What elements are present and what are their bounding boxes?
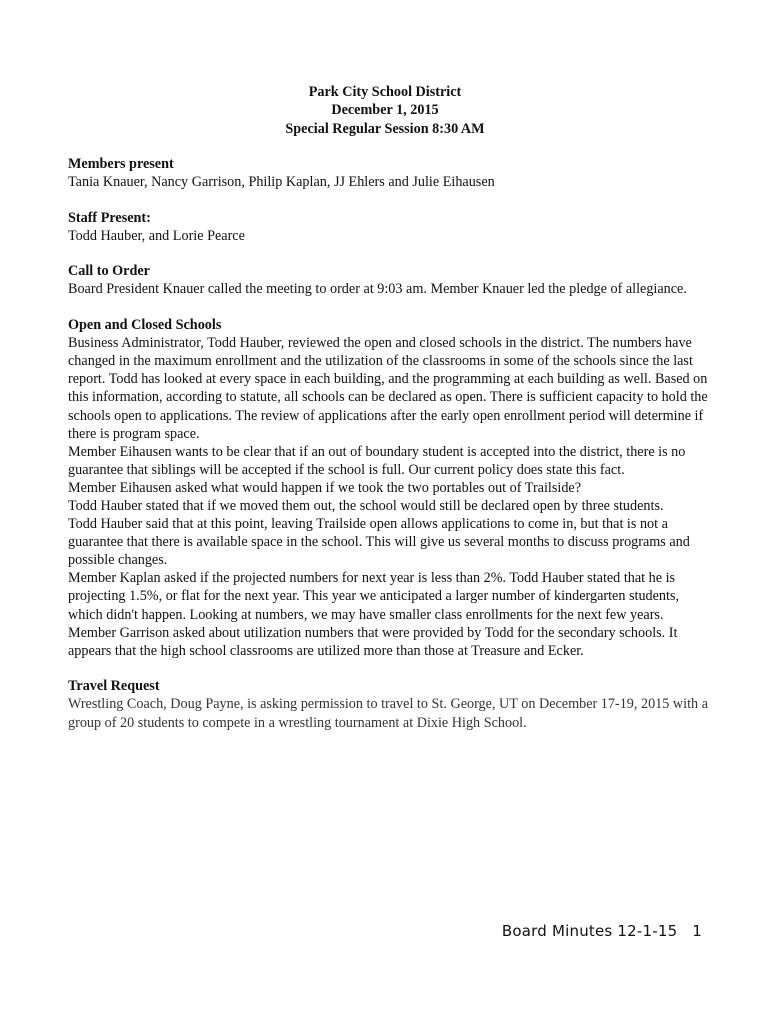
travel-request-section	[68, 677, 708, 731]
staff-present-section	[68, 209, 708, 245]
paragraph: Member Garrison asked about utilization numbers that were provided by Todd for the secondary schools. It appears that the high school classrooms are utilized more than those at Treasure and Ecker.	[68, 624, 678, 659]
members-present-heading: Members present	[68, 156, 174, 172]
page-footer	[502, 922, 702, 940]
footer-label: Board Minutes 12-1-15	[501, 922, 678, 940]
call-to-order-text: Board President Knauer called the meeting to order at 9:03 am. Member Knauer led the pledge of allegiance.	[68, 281, 687, 298]
paragraph: Member Eihausen wants to be clear that if an out of boundary student is accepted into the district, there is no guarantee that siblings will be accepted if the school is full. Our current policy does state this fact.	[68, 443, 686, 478]
open-closed-schools-section	[68, 316, 708, 660]
paragraph: Member Eihausen asked what would happen if we took the two portables out of Trailside?	[68, 479, 582, 496]
call-to-order-heading: Call to Order	[68, 263, 150, 280]
travel-request-text: Wrestling Coach, Doug Payne, is asking permission to travel to St. George, UT on December 17-19, 2015 with a group of 20 students to compete in a wrestling tournament at Dixie High School.	[68, 696, 708, 731]
paragraph: Business Administrator, Todd Hauber, reviewed the open and closed schools in the district. The numbers have changed in the maximum enrollment and the utilization of the classrooms in some of the schools since the last report. Todd has looked at every space in each building, and the programming at each building as well. Based on this information, according to statute, all schools can be declared as open. There is sufficient capacity to hold the schools open to applications. The review of applications after the early open enrollment period will determine if there is program space.	[68, 335, 708, 442]
page-number: 1	[692, 922, 702, 940]
staff-present-heading: Staff Present:	[68, 209, 151, 226]
district-title: Park City School District	[308, 84, 462, 100]
session-title: Special Regular Session 8:30 AM	[285, 120, 485, 137]
minutes-body	[68, 155, 708, 749]
travel-request-heading: Travel Request	[68, 678, 160, 695]
document-header	[0, 83, 770, 138]
paragraph: Todd Hauber said that at this point, leaving Trailside open allows applications to come in, but that is not a guarantee that there is available space in the school. This will give us several months to discuss programs and possible changes.	[68, 516, 690, 569]
paragraph: Todd Hauber stated that if we moved them out, the school would still be declared open by three students.	[68, 498, 664, 514]
members-present-section	[68, 155, 708, 191]
members-present-text: Tania Knauer, Nancy Garrison, Philip Kaplan, JJ Ehlers and Julie Eihausen	[68, 174, 495, 191]
paragraph: Member Kaplan asked if the projected numbers for next year is less than 2%. Todd Hauber stated that he is projecting 1.5%, or flat for the next year. This year we anticipated a larger number of kindergarten students, which didn't happen. Looking at numbers, we may have smaller class enrollments for the next few years.	[68, 570, 680, 623]
staff-present-text: Todd Hauber, and Lorie Pearce	[68, 227, 245, 244]
open-closed-schools-heading: Open and Closed Schools	[68, 317, 222, 334]
call-to-order-section	[68, 262, 708, 298]
meeting-date: December 1, 2015	[331, 102, 439, 119]
